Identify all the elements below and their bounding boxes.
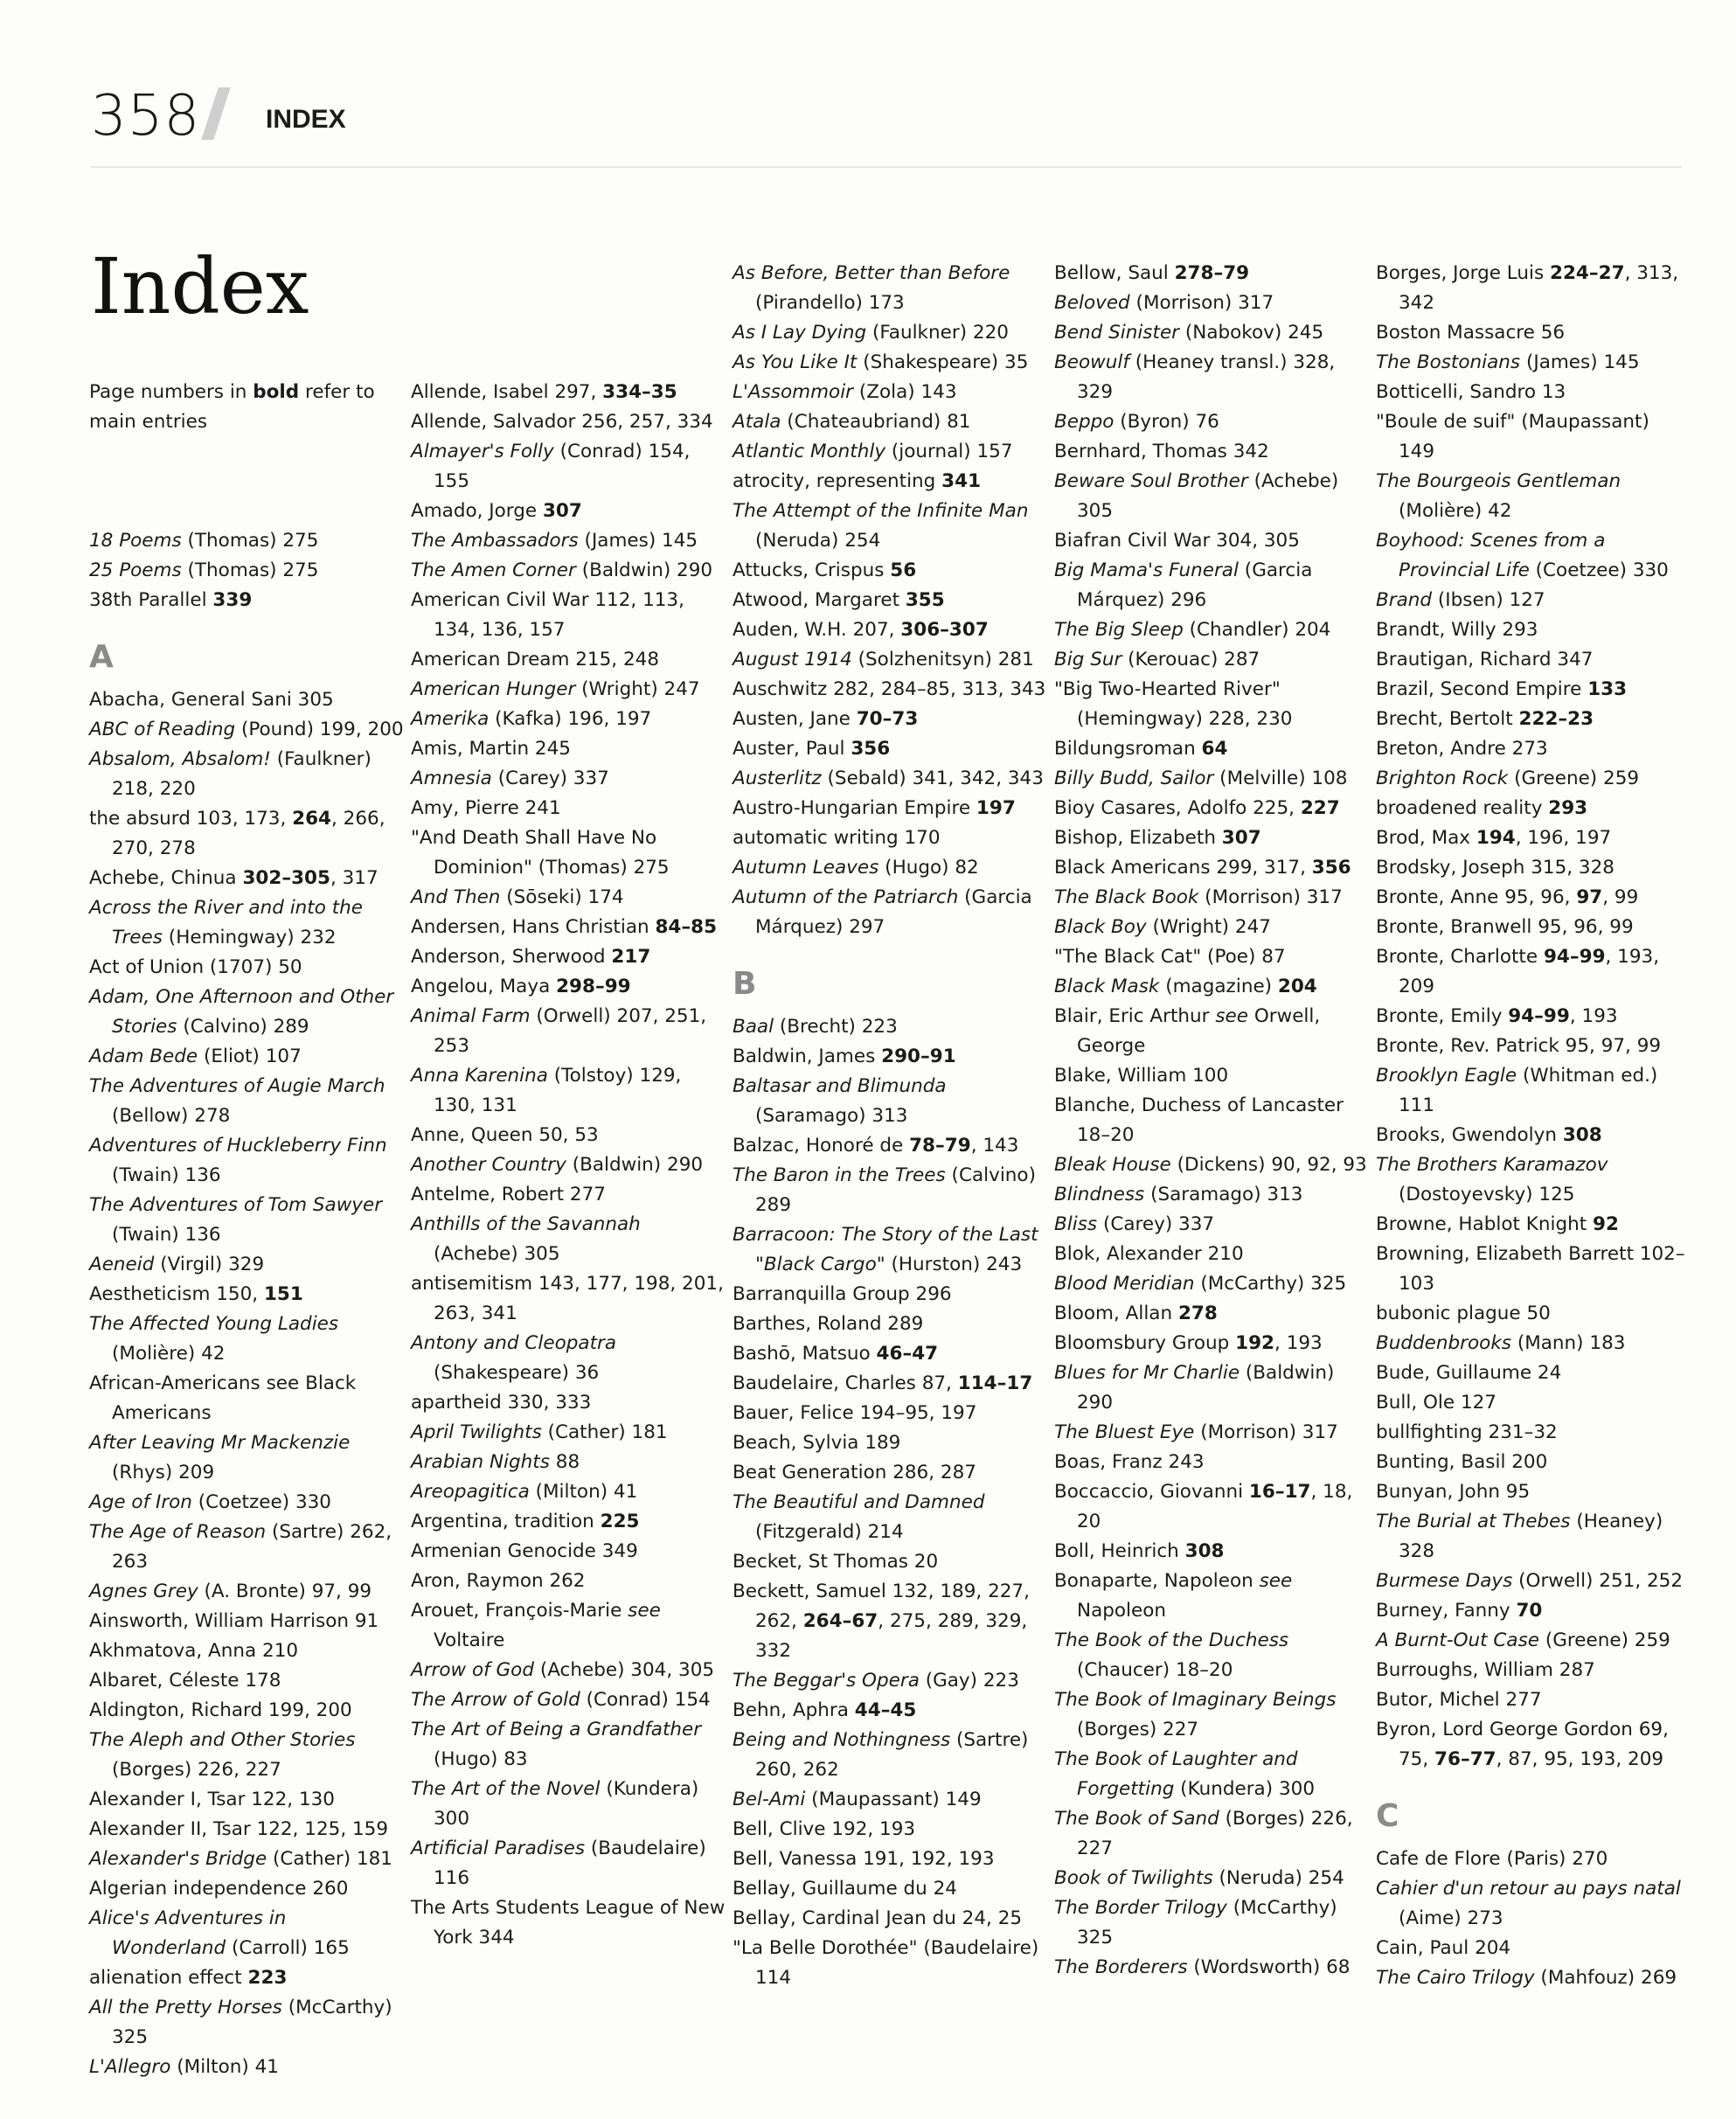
index-entry: 38th Parallel 339	[89, 589, 253, 611]
index-column-2	[411, 378, 726, 1953]
index-entry: August 1914 (Solzhenitsyn) 281	[733, 649, 1034, 670]
index-entry: Allende, Isabel 297, 334–35	[411, 381, 677, 403]
index-entry: Argentina, tradition 225	[411, 1511, 640, 1532]
index-entry: Brodsky, Joseph 315, 328	[1376, 857, 1614, 879]
index-entry: Bronte, Charlotte 94–99, 193, 209	[1376, 946, 1660, 997]
index-entry: Ainsworth, William Harrison 91	[89, 1610, 379, 1632]
index-entry: Borges, Jorge Luis 224–27, 313, 342	[1376, 262, 1679, 314]
index-entry: Bonaparte, Napoleon see Napoleon	[1054, 1570, 1293, 1622]
index-entry: Barthes, Roland 289	[733, 1313, 924, 1335]
index-entry: Brighton Rock (Greene) 259	[1376, 768, 1640, 789]
index-entry: "And Death Shall Have No Dominion" (Thomas) 275	[411, 827, 670, 879]
index-entry: Blair, Eric Arthur see Orwell, George	[1054, 1005, 1321, 1057]
index-entry: Atala (Chateaubriand) 81	[733, 411, 971, 433]
index-entry: Blood Meridian (McCarthy) 325	[1054, 1273, 1347, 1295]
index-entry: The Amen Corner (Baldwin) 290	[411, 559, 713, 581]
index-entry: 18 Poems (Thomas) 275	[89, 530, 319, 552]
index-entry: Alexander I, Tsar 122, 130	[89, 1789, 335, 1810]
index-entry: Bliss (Carey) 337	[1054, 1213, 1215, 1235]
index-entry: Book of Twilights (Neruda) 254	[1054, 1867, 1344, 1889]
index-entry: Act of Union (1707) 50	[89, 956, 302, 978]
index-entry: Adventures of Huckleberry Finn (Twain) 136	[89, 1135, 387, 1186]
index-entry: Barranquilla Group 296	[733, 1283, 952, 1305]
index-entry: Adam, One Afternoon and Other Stories (Calvino) 289	[89, 986, 394, 1038]
index-entry: Beowulf (Heaney transl.) 328, 329	[1054, 351, 1336, 403]
index-entry: The Arrow of Gold (Conrad) 154	[411, 1689, 711, 1711]
index-entry: Bioy Casares, Adolfo 225, 227	[1054, 797, 1340, 819]
index-entry: "Big Two-Hearted River" (Hemingway) 228, 230	[1054, 678, 1293, 730]
index-entry: Atlantic Monthly (journal) 157	[733, 441, 1013, 462]
index-entry: Brazil, Second Empire 133	[1376, 678, 1628, 700]
index-entry: Bunting, Basil 200	[1376, 1451, 1548, 1473]
index-entry: Austro-Hungarian Empire 197	[733, 797, 1016, 819]
section-letter-c: C	[1376, 1798, 1399, 1834]
index-entry: Beach, Sylvia 189	[733, 1432, 901, 1454]
index-entry: Animal Farm (Orwell) 207, 251, 253	[411, 1005, 707, 1057]
index-entry: Attucks, Crispus 56	[733, 559, 917, 581]
index-entry: Bloomsbury Group 192, 193	[1054, 1332, 1323, 1354]
index-column-5	[1376, 259, 1691, 1993]
index-entry: Boll, Heinrich 308	[1054, 1540, 1225, 1562]
index-entry: The Arts Students League of New York 344	[411, 1897, 726, 1949]
index-entry: The Brothers Karamazov (Dostoyevsky) 125	[1376, 1154, 1608, 1205]
index-entry: Balzac, Honoré de 78–79, 143	[733, 1135, 1019, 1157]
index-entry: bullfighting 231–32	[1376, 1421, 1558, 1443]
index-entry: Black Americans 299, 317, 356	[1054, 857, 1351, 879]
index-entry: A Burnt-Out Case (Greene) 259	[1376, 1629, 1670, 1651]
index-entry: Anna Karenina (Tolstoy) 129, 130, 131	[411, 1065, 682, 1116]
index-entry: Aeneid (Virgil) 329	[89, 1254, 265, 1275]
index-entry: Brooklyn Eagle (Whitman ed.) 111	[1376, 1065, 1658, 1116]
index-entry: Aldington, Richard 199, 200	[89, 1699, 352, 1721]
index-entry: American Dream 215, 248	[411, 649, 659, 670]
index-entry: 25 Poems (Thomas) 275	[89, 559, 319, 581]
index-entry: Beloved (Morrison) 317	[1054, 292, 1274, 314]
index-entry: Baudelaire, Charles 87, 114–17	[733, 1372, 1033, 1394]
index-entry: Butor, Michel 277	[1376, 1689, 1542, 1711]
index-entry: Billy Budd, Sailor (Melville) 108	[1054, 768, 1348, 789]
index-entry: Biafran Civil War 304, 305	[1054, 530, 1300, 552]
index-entry: The Bluest Eye (Morrison) 317	[1054, 1421, 1338, 1443]
index-entry: Austen, Jane 70–73	[733, 708, 919, 730]
page-number: 358	[91, 84, 201, 149]
index-entry: Black Boy (Wright) 247	[1054, 916, 1271, 938]
index-entry: Amerika (Kafka) 196, 197	[411, 708, 652, 730]
index-entry: Burmese Days (Orwell) 251, 252	[1376, 1570, 1684, 1592]
index-entry: The Aleph and Other Stories (Borges) 226, 227	[89, 1729, 356, 1781]
index-entry: automatic writing 170	[733, 827, 941, 849]
index-entry: Almayer's Folly (Conrad) 154, 155	[411, 441, 691, 492]
entry-gap	[89, 497, 404, 526]
index-entry: Bellay, Guillaume du 24	[733, 1878, 957, 1900]
index-entry: Baltasar and Blimunda (Saramago) 313	[733, 1075, 947, 1127]
index-entry: And Then (Sōseki) 174	[411, 886, 624, 908]
index-entry: Blues for Mr Charlie (Baldwin) 290	[1054, 1362, 1335, 1414]
index-entry: Anne, Queen 50, 53	[411, 1124, 599, 1146]
index-entry: Baal (Brecht) 223	[733, 1016, 898, 1038]
index-entry: Bronte, Rev. Patrick 95, 97, 99	[1376, 1035, 1662, 1057]
index-entry: The Age of Reason (Sartre) 262, 263	[89, 1521, 392, 1573]
index-entry: Bull, Ole 127	[1376, 1392, 1496, 1414]
index-entry: Buddenbrooks (Mann) 183	[1376, 1332, 1626, 1354]
index-entry: apartheid 330, 333	[411, 1392, 592, 1414]
index-entry: Artificial Paradises (Baudelaire) 116	[411, 1838, 706, 1889]
index-entry: The Big Sleep (Chandler) 204	[1054, 619, 1331, 641]
index-entry: Bude, Guillaume 24	[1376, 1362, 1562, 1384]
index-entry: Alexander II, Tsar 122, 125, 159	[89, 1818, 389, 1840]
index-entry: ABC of Reading (Pound) 199, 200	[89, 719, 404, 740]
index-entry: The Affected Young Ladies (Molière) 42	[89, 1313, 339, 1365]
index-entry: Blake, William 100	[1054, 1065, 1229, 1087]
index-entry: Anderson, Sherwood 217	[411, 946, 651, 968]
index-entry: Being and Nothingness (Sartre) 260, 262	[733, 1729, 1029, 1781]
index-entry: Baldwin, James 290–91	[733, 1046, 956, 1067]
index-entry: Bell, Clive 192, 193	[733, 1818, 916, 1840]
index-entry: Beat Generation 286, 287	[733, 1462, 976, 1483]
index-entry: Cafe de Flore (Paris) 270	[1376, 1848, 1608, 1870]
index-entry: Arouet, François-Marie see Voltaire	[411, 1600, 661, 1651]
index-entry: alienation effect 223	[89, 1967, 288, 1989]
index-column-1	[89, 497, 404, 2082]
index-entry: Autumn of the Patriarch (Garcia Márquez) 297	[733, 886, 1032, 938]
index-entry: Behn, Aphra 44–45	[733, 1699, 917, 1721]
index-entry: African-Americans see Black Americans	[89, 1372, 357, 1424]
index-entry: Bunyan, John 95	[1376, 1481, 1531, 1503]
index-entry: The Book of Imaginary Beings (Borges) 227	[1054, 1689, 1337, 1740]
index-entry: The Art of the Novel (Kundera) 300	[411, 1778, 699, 1830]
index-entry: Another Country (Baldwin) 290	[411, 1154, 704, 1176]
index-entry: Blok, Alexander 210	[1054, 1243, 1244, 1265]
index-entry: Albaret, Céleste 178	[89, 1670, 281, 1692]
index-entry: Boyhood: Scenes from a Provincial Life (Coetzee) 330	[1376, 530, 1669, 581]
index-entry: Areopagitica (Milton) 41	[411, 1481, 638, 1503]
index-entry: antisemitism 143, 177, 198, 201, 263, 341	[411, 1273, 724, 1324]
index-entry: Autumn Leaves (Hugo) 82	[733, 857, 979, 879]
index-entry: Black Mask (magazine) 204	[1054, 976, 1317, 997]
index-entry: Boccaccio, Giovanni 16–17, 18, 20	[1054, 1481, 1353, 1532]
index-title: Index	[91, 241, 309, 331]
index-entry: The Beautiful and Damned (Fitzgerald) 214	[733, 1491, 985, 1543]
index-entry: Auschwitz 282, 284–85, 313, 343	[733, 678, 1046, 700]
index-entry: Big Sur (Kerouac) 287	[1054, 649, 1260, 670]
index-entry: Botticelli, Sandro 13	[1376, 381, 1566, 403]
index-entry: The Attempt of the Infinite Man (Neruda) 254	[733, 500, 1029, 552]
section-letter-b: B	[733, 966, 757, 1002]
index-entry: Beckett, Samuel 132, 189, 227, 262, 264–67, 275, 289, 329, 332	[733, 1581, 1030, 1662]
index-entry: Bleak House (Dickens) 90, 92, 93	[1054, 1154, 1367, 1176]
index-entry: The Bourgeois Gentleman (Molière) 42	[1376, 470, 1621, 522]
index-entry: Bronte, Emily 94–99, 193	[1376, 1005, 1618, 1027]
index-entry: Brod, Max 194, 196, 197	[1376, 827, 1612, 849]
index-entry: Brooks, Gwendolyn 308	[1376, 1124, 1602, 1146]
index-entry: Bernhard, Thomas 342	[1054, 441, 1269, 462]
index-entry: American Civil War 112, 113, 134, 136, 157	[411, 589, 684, 641]
index-entry: The Black Book (Morrison) 317	[1054, 886, 1343, 908]
index-entry: Bildungsroman 64	[1054, 738, 1228, 760]
index-entry: Achebe, Chinua 302–305, 317	[89, 867, 378, 889]
index-entry: Bashō, Matsuo 46–47	[733, 1343, 939, 1365]
index-entry: Beppo (Byron) 76	[1054, 411, 1219, 433]
index-entry: Amy, Pierre 241	[411, 797, 561, 819]
index-entry: Antelme, Robert 277	[411, 1184, 606, 1205]
index-entry: Bellow, Saul 278–79	[1054, 262, 1250, 284]
index-entry: Algerian independence 260	[89, 1878, 349, 1900]
index-entry: All the Pretty Horses (McCarthy) 325	[89, 1997, 392, 2048]
index-entry: Beware Soul Brother (Achebe) 305	[1054, 470, 1339, 522]
index-entry: Antony and Cleopatra (Shakespeare) 36	[411, 1332, 617, 1384]
index-entry: Agnes Grey (A. Bronte) 97, 99	[89, 1581, 372, 1602]
index-entry: Boas, Franz 243	[1054, 1451, 1205, 1473]
index-entry: Andersen, Hans Christian 84–85	[411, 916, 718, 938]
index-entry: Byron, Lord George Gordon 69, 75, 76–77, 87, 95, 193, 209	[1376, 1719, 1669, 1770]
index-entry: Bloom, Allan 278	[1054, 1303, 1218, 1324]
index-entry: After Leaving Mr Mackenzie (Rhys) 209	[89, 1432, 351, 1483]
index-entry: Brecht, Bertolt 222–23	[1376, 708, 1594, 730]
index-entry: Amnesia (Carey) 337	[411, 768, 609, 789]
index-entry: Absalom, Absalom! (Faulkner) 218, 220	[89, 748, 372, 800]
section-letter-a: A	[89, 639, 114, 675]
index-entry: Bauer, Felice 194–95, 197	[733, 1402, 977, 1424]
index-entry: The Adventures of Augie March (Bellow) 278	[89, 1075, 385, 1127]
index-entry: The Baron in the Trees (Calvino) 289	[733, 1164, 1036, 1216]
index-entry: Alexander's Bridge (Cather) 181	[89, 1848, 392, 1870]
index-entry: The Book of Laughter and Forgetting (Kundera) 300	[1054, 1748, 1315, 1800]
index-entry: Brand (Ibsen) 127	[1376, 589, 1545, 611]
index-entry: Big Mama's Funeral (Garcia Márquez) 296	[1054, 559, 1313, 611]
index-entry: bubonic plague 50	[1376, 1303, 1551, 1324]
index-column-4	[1054, 259, 1369, 1983]
index-entry: Bronte, Branwell 95, 96, 99	[1376, 916, 1634, 938]
index-entry: Burroughs, William 287	[1376, 1659, 1595, 1681]
index-entry: Armenian Genocide 349	[411, 1540, 638, 1562]
index-entry: The Art of Being a Grandfather (Hugo) 83	[411, 1719, 702, 1770]
index-entry: atrocity, representing 341	[733, 470, 982, 492]
index-entry: Bell, Vanessa 191, 192, 193	[733, 1848, 995, 1870]
index-entry: The Bostonians (James) 145	[1376, 351, 1640, 373]
index-entry: Arrow of God (Achebe) 304, 305	[411, 1659, 715, 1681]
index-entry: broadened reality 293	[1376, 797, 1588, 819]
index-entry: Bend Sinister (Nabokov) 245	[1054, 322, 1324, 344]
index-entry: The Burial at Thebes (Heaney) 328	[1376, 1511, 1663, 1562]
index-entry: Bronte, Anne 95, 96, 97, 99	[1376, 886, 1639, 908]
index-entry: Browning, Elizabeth Barrett 102–103	[1376, 1243, 1685, 1295]
index-entry: Anthills of the Savannah (Achebe) 305	[411, 1213, 641, 1265]
index-entry: The Borderers (Wordsworth) 68	[1054, 1956, 1351, 1978]
index-entry: L'Allegro (Milton) 41	[89, 2056, 279, 2078]
index-entry: The Adventures of Tom Sawyer (Twain) 136	[89, 1194, 383, 1246]
index-entry: the absurd 103, 173, 264, 266, 270, 278	[89, 808, 385, 859]
index-entry: As Before, Better than Before (Pirandello) 173	[733, 262, 1010, 314]
index-entry: Brautigan, Richard 347	[1376, 649, 1594, 670]
index-entry: Auden, W.H. 207, 306–307	[733, 619, 989, 641]
index-entry: Bellay, Cardinal Jean du 24, 25	[733, 1907, 1023, 1929]
index-entry: "Boule de suif" (Maupassant) 149	[1376, 411, 1649, 462]
index-entry: Angelou, Maya 298–99	[411, 976, 631, 997]
index-entry: Cahier d'un retour au pays natal (Aime) 273	[1376, 1878, 1681, 1929]
index-entry: Amis, Martin 245	[411, 738, 571, 760]
index-entry: Browne, Hablot Knight 92	[1376, 1213, 1619, 1235]
index-entry: Burney, Fanny 70	[1376, 1600, 1543, 1622]
index-entry: Arabian Nights 88	[411, 1451, 580, 1473]
index-entry: Becket, St Thomas 20	[733, 1551, 939, 1573]
index-entry: Austerlitz (Sebald) 341, 342, 343	[733, 768, 1044, 789]
index-intro: Page numbers in bold refer to main entries	[89, 381, 375, 433]
index-entry: The Cairo Trilogy (Mahfouz) 269	[1376, 1967, 1677, 1989]
section-label: INDEX	[266, 105, 346, 134]
index-entry: Cain, Paul 204	[1376, 1937, 1511, 1959]
index-entry: Aron, Raymon 262	[411, 1570, 586, 1592]
index-entry: The Book of the Duchess (Chaucer) 18–20	[1054, 1629, 1289, 1681]
index-entry: Blanche, Duchess of Lancaster 18–20	[1054, 1094, 1344, 1146]
index-entry: The Border Trilogy (McCarthy) 325	[1054, 1897, 1337, 1949]
index-entry: Amado, Jorge 307	[411, 500, 582, 522]
index-entry: As I Lay Dying (Faulkner) 220	[733, 322, 1009, 344]
index-entry: The Book of Sand (Borges) 226, 227	[1054, 1808, 1353, 1859]
index-entry: The Ambassadors (James) 145	[411, 530, 698, 552]
index-entry: L'Assommoir (Zola) 143	[733, 381, 957, 403]
index-entry: The Beggar's Opera (Gay) 223	[733, 1670, 1019, 1692]
index-entry: Abacha, General Sani 305	[89, 689, 334, 711]
index-entry: Allende, Salvador 256, 257, 334	[411, 411, 713, 433]
index-entry: "La Belle Dorothée" (Baudelaire) 114	[733, 1937, 1039, 1989]
index-entry: Breton, Andre 273	[1376, 738, 1548, 760]
index-entry: Auster, Paul 356	[733, 738, 891, 760]
index-entry: Aestheticism 150, 151	[89, 1283, 303, 1305]
index-entry: Barracoon: The Story of the Last "Black Cargo" (Hurston) 243	[733, 1224, 1038, 1275]
index-entry: Akhmatova, Anna 210	[89, 1640, 299, 1662]
index-entry: "The Black Cat" (Poe) 87	[1054, 946, 1286, 968]
index-entry: Brandt, Willy 293	[1376, 619, 1538, 641]
index-entry: Across the River and into the Trees (Hemingway) 232	[89, 897, 363, 948]
index-entry: Bishop, Elizabeth 307	[1054, 827, 1261, 849]
index-column-3	[733, 259, 1047, 1993]
index-entry: As You Like It (Shakespeare) 35	[733, 351, 1029, 373]
index-entry: April Twilights (Cather) 181	[411, 1421, 668, 1443]
index-entry: Bel-Ami (Maupassant) 149	[733, 1789, 982, 1810]
index-entry: Atwood, Margaret 355	[733, 589, 945, 611]
index-entry: Age of Iron (Coetzee) 330	[89, 1491, 331, 1513]
index-entry: Alice's Adventures in Wonderland (Carroll) 165	[89, 1907, 350, 1959]
index-entry: Blindness (Saramago) 313	[1054, 1184, 1303, 1205]
index-entry: American Hunger (Wright) 247	[411, 678, 700, 700]
header-rule	[91, 166, 1682, 168]
index-entry: Adam Bede (Eliot) 107	[89, 1046, 302, 1067]
header-divider-slash	[201, 87, 230, 140]
index-entry: Boston Massacre 56	[1376, 322, 1566, 344]
